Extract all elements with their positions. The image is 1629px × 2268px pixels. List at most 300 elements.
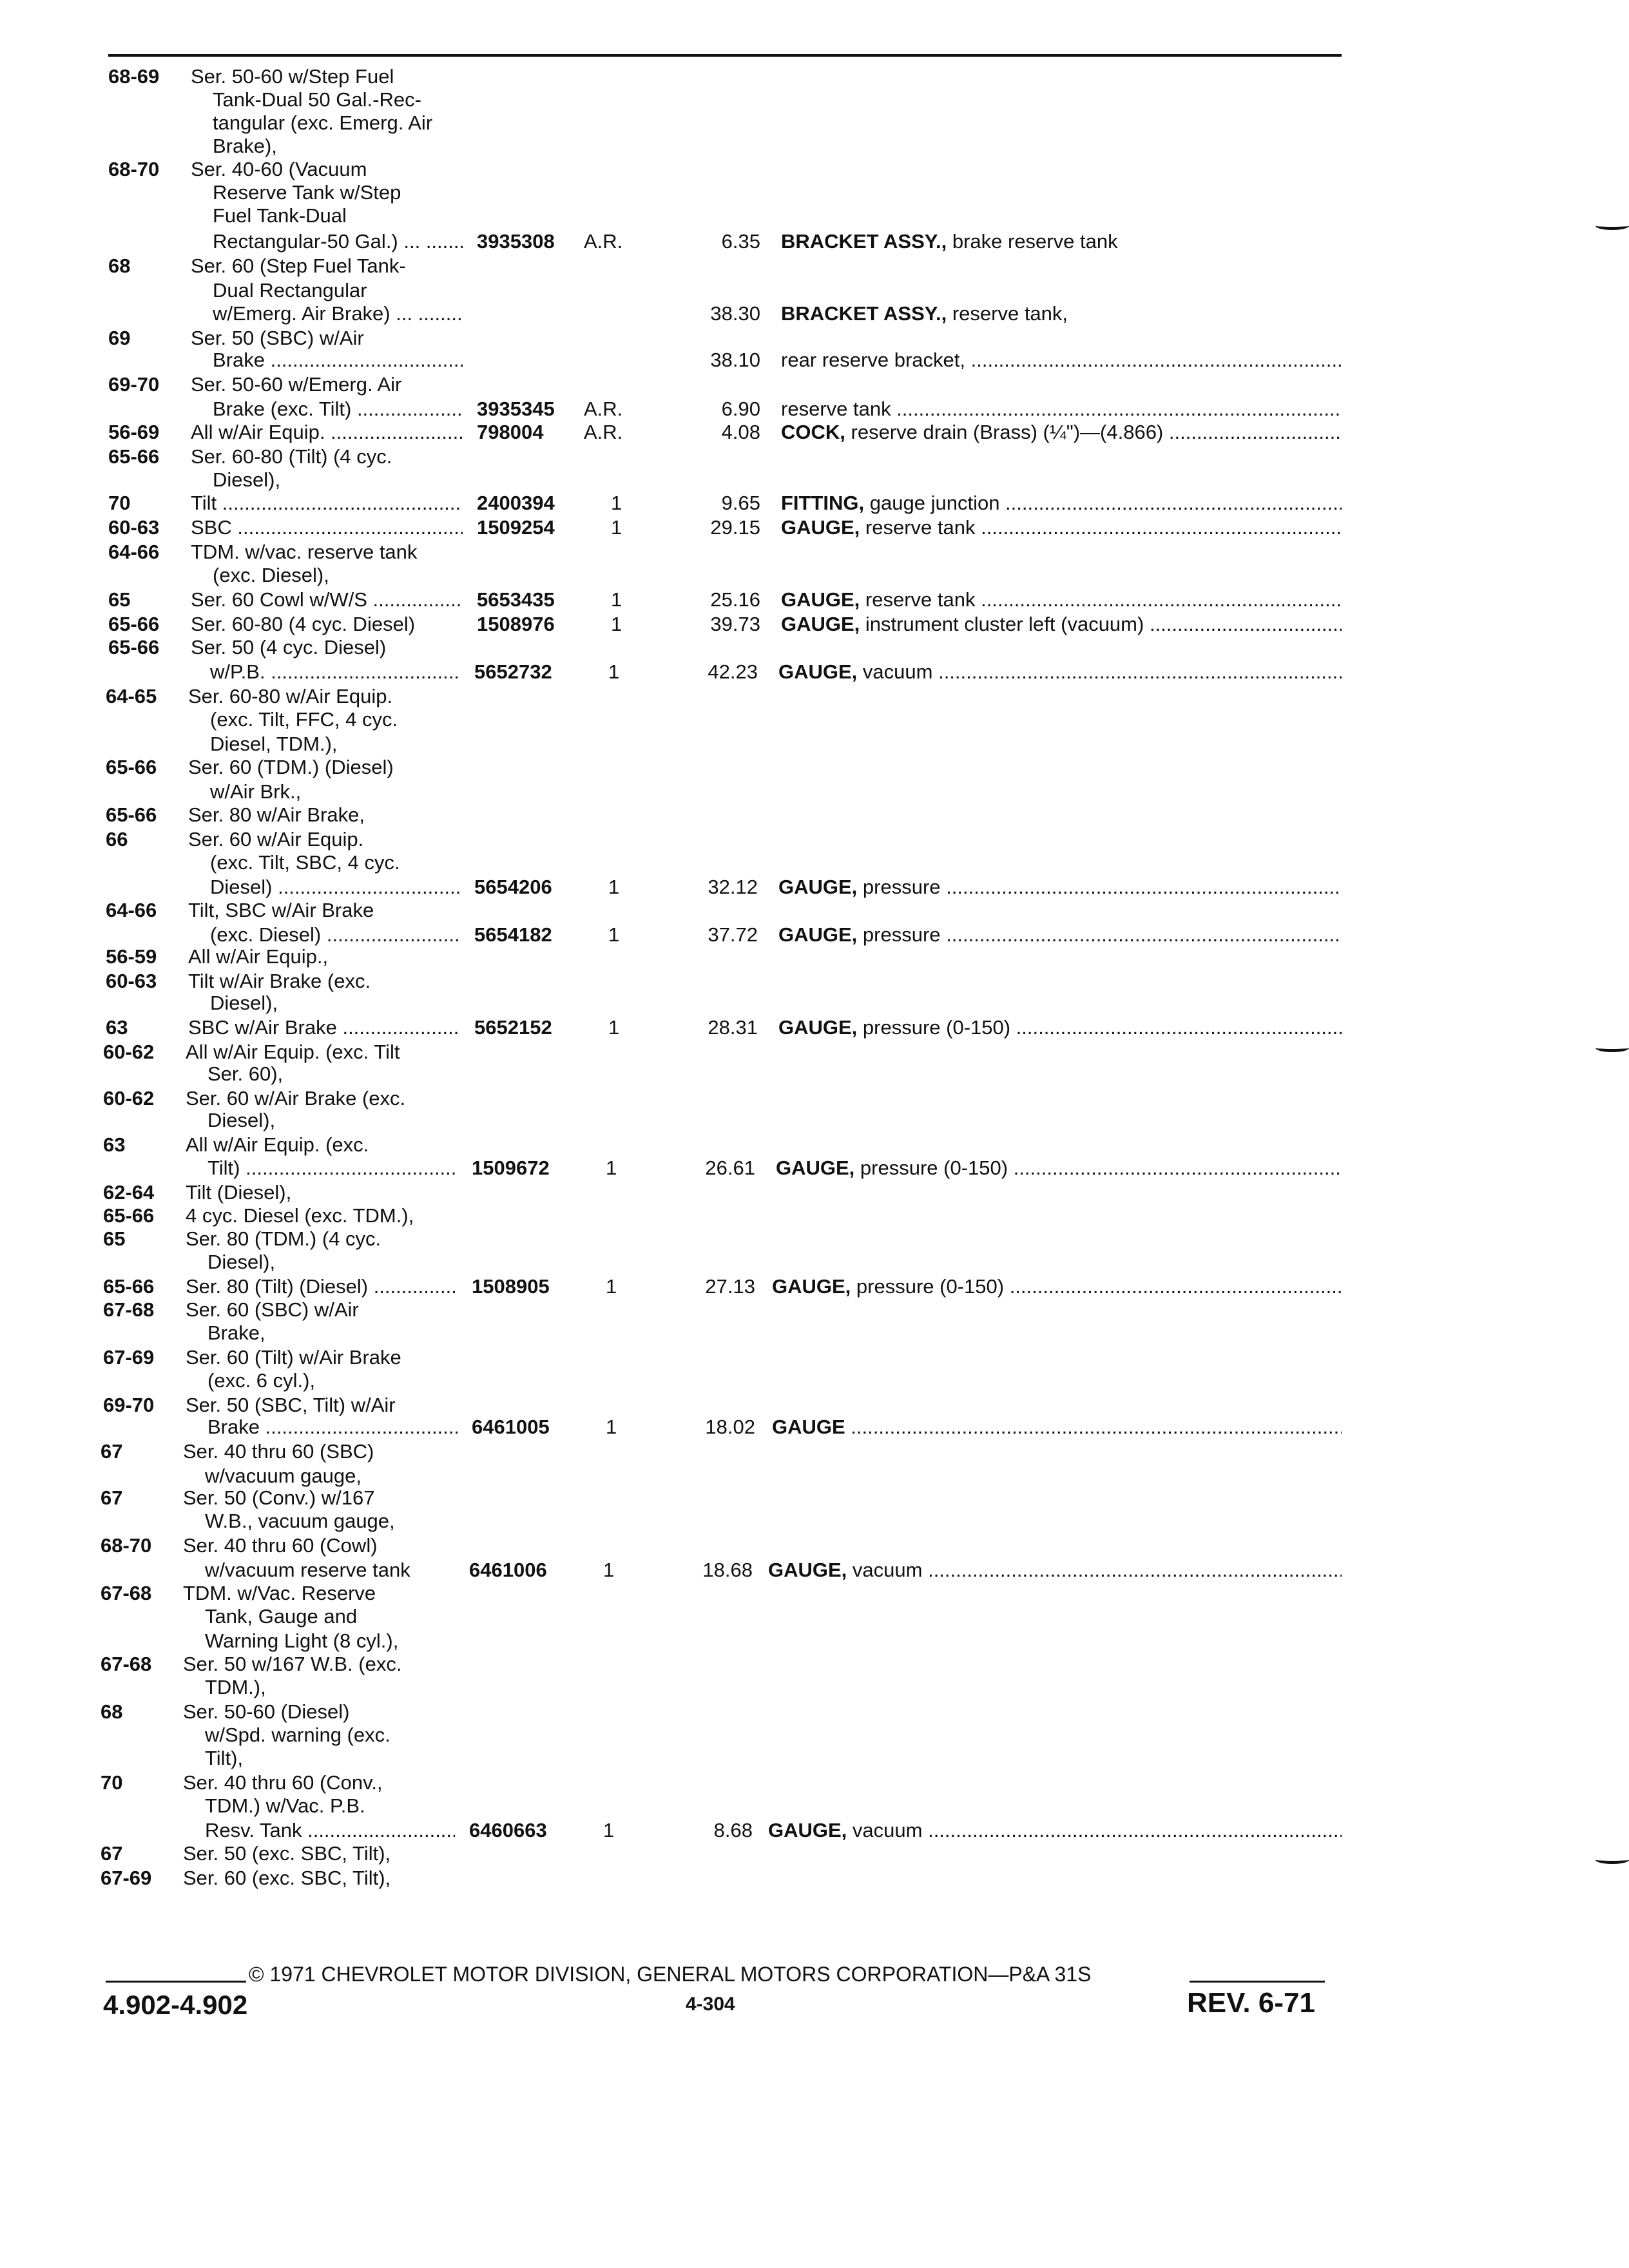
model-years: 66 — [106, 828, 128, 850]
application-text: Brake, — [207, 1321, 265, 1344]
catalog-line — [0, 1866, 1629, 1890]
catalog-line — [0, 707, 1629, 732]
application-text: Tilt), — [205, 1747, 244, 1769]
price: 9.65 — [721, 492, 760, 514]
price: 32.12 — [708, 876, 758, 898]
application-text: Brake ..... — [213, 348, 463, 372]
part-number: 6460663 — [469, 1819, 547, 1841]
part-name-detail: instrument cluster left (vacuum) — [860, 613, 1144, 635]
catalog-line — [0, 1558, 1629, 1582]
part-name-detail: rear reserve bracket, — [781, 349, 965, 371]
catalog-line — [0, 1393, 1629, 1418]
application-text: Ser. 50-60 (Diesel) — [183, 1700, 350, 1723]
application-text: (exc. Tilt, SBC, 4 cyc. — [210, 851, 400, 874]
model-years: 67 — [101, 1842, 123, 1865]
application-text: Ser. 50 (SBC) w/Air — [191, 327, 364, 349]
catalog-line — [0, 445, 1629, 469]
catalog-line — [0, 923, 1629, 947]
part-name-keyword: GAUGE, — [768, 1559, 847, 1581]
application-text: Ser. 50-60 w/Emerg. Air — [191, 373, 402, 396]
quantity: 1 — [606, 1157, 617, 1179]
part-name-keyword: GAUGE, — [772, 1275, 851, 1298]
model-years: 65 — [103, 1227, 126, 1250]
application-text: Reserve Tank w/Step — [213, 181, 401, 204]
catalog-line — [0, 1464, 1629, 1488]
application-text: TDM.), — [205, 1676, 266, 1698]
model-years: 68 — [101, 1700, 123, 1723]
catalog-line — [0, 1486, 1629, 1510]
part-name-detail: pressure — [857, 876, 941, 898]
part-name — [772, 1274, 1342, 1299]
part-name-detail: reserve tank — [781, 398, 891, 420]
application-text: Diesel), — [210, 992, 278, 1014]
catalog-line — [0, 1180, 1629, 1205]
application-text: Ser. 60 w/Air Equip. — [188, 828, 364, 850]
part-name — [781, 348, 1342, 372]
catalog-line — [0, 515, 1629, 540]
part-name-keyword: GAUGE, — [778, 660, 858, 683]
catalog-line — [0, 1415, 1629, 1439]
quantity: A.R. — [584, 421, 623, 443]
catalog-line — [0, 254, 1629, 278]
application-text: Ser. 60 (exc. SBC, Tilt), — [183, 1867, 391, 1889]
part-name — [778, 923, 1342, 947]
footer-rule-right — [1190, 1981, 1325, 1983]
catalog-line — [0, 875, 1629, 899]
catalog-line — [0, 635, 1629, 660]
part-number: 798004 — [477, 421, 544, 443]
part-name — [772, 1415, 1342, 1439]
part-name-keyword: GAUGE — [772, 1416, 845, 1438]
catalog-line — [0, 1629, 1629, 1653]
catalog-line — [0, 1274, 1629, 1299]
model-years: 60-62 — [103, 1041, 155, 1063]
catalog-line — [0, 468, 1629, 492]
application-text: TDM. w/vac. reserve tank — [191, 541, 418, 563]
catalog-line — [0, 1345, 1629, 1370]
quantity: 1 — [606, 1275, 617, 1298]
application-text: SBC w/Air Brake ..... — [188, 1015, 460, 1040]
application-text: Ser. 60-80 w/Air Equip. — [188, 685, 393, 707]
application-text: Ser. 60-80 (4 cyc. Diesel) — [191, 613, 416, 635]
application-text: TDM. w/Vac. Reserve — [183, 1582, 376, 1604]
page-edge-tab — [1595, 222, 1629, 230]
catalog-line — [0, 803, 1629, 827]
application-text: Brake), — [213, 135, 277, 157]
part-name-keyword: BRACKET ASSY., — [781, 302, 947, 325]
model-years: 64-65 — [106, 685, 157, 707]
quantity: A.R. — [584, 398, 623, 420]
part-name-detail: reserve tank — [860, 516, 976, 539]
application-text: Diesel), — [207, 1109, 276, 1131]
part-number: 5654182 — [474, 923, 552, 946]
application-text: All w/Air Equip. (exc. Tilt — [186, 1041, 400, 1063]
quantity: 1 — [611, 516, 622, 539]
footer-rule-left — [106, 1981, 246, 1983]
model-years: 67-68 — [103, 1298, 155, 1321]
catalog-line — [0, 1604, 1629, 1629]
quantity: 1 — [611, 613, 622, 635]
application-text: Ser. 60 Cowl w/W/S ..... — [191, 588, 463, 612]
application-text: w/P.B. ..... — [210, 660, 460, 684]
catalog-line — [0, 1040, 1629, 1064]
application-text: (exc. 6 cyl.), — [207, 1369, 316, 1392]
catalog-line — [0, 1700, 1629, 1724]
part-name-detail: gauge junction — [864, 492, 1000, 514]
application-text: SBC ..... — [191, 515, 463, 540]
price: 37.72 — [708, 923, 758, 946]
part-name-keyword: GAUGE, — [776, 1157, 855, 1179]
application-text: Ser. 60 w/Air Brake (exc. — [186, 1087, 406, 1110]
model-years: 64-66 — [108, 541, 160, 563]
part-number: 3935345 — [477, 398, 555, 420]
part-name — [781, 302, 1342, 326]
model-years: 60-63 — [108, 516, 160, 539]
model-years: 65 — [108, 588, 131, 611]
application-text: Ser. 40 thru 60 (SBC) — [183, 1440, 374, 1463]
part-name-keyword: FITTING, — [781, 492, 865, 514]
catalog-line — [0, 732, 1629, 756]
catalog-line — [0, 898, 1629, 923]
page-edge-tab — [1595, 1856, 1629, 1864]
catalog-line — [0, 540, 1629, 564]
quantity: A.R. — [584, 230, 623, 253]
application-text: Tilt ..... — [191, 491, 463, 515]
catalog-line — [0, 850, 1629, 875]
part-name-keyword: GAUGE, — [781, 613, 860, 635]
application-text: All w/Air Equip. (exc. — [186, 1133, 369, 1156]
application-text: Ser. 50 w/167 W.B. (exc. — [183, 1653, 402, 1675]
application-text: Ser. 60 (Tilt) w/Air Brake — [186, 1346, 401, 1369]
model-years: 60-63 — [106, 970, 157, 992]
catalog-line — [0, 1581, 1629, 1606]
catalog-line — [0, 111, 1629, 135]
catalog-line — [0, 1533, 1629, 1558]
price: 28.31 — [708, 1016, 758, 1039]
price: 27.13 — [705, 1275, 755, 1298]
quantity: 1 — [608, 876, 620, 898]
part-name-detail: brake reserve tank — [947, 230, 1118, 253]
model-years: 60-62 — [103, 1087, 155, 1110]
part-number: 2400394 — [477, 492, 555, 514]
model-years: 65-66 — [106, 803, 157, 826]
catalog-line — [0, 827, 1629, 852]
application-text: (exc. Diesel), — [213, 564, 329, 586]
application-text: Ser. 50 (4 cyc. Diesel) — [191, 636, 387, 658]
part-name-detail: pressure — [857, 923, 941, 946]
part-number: 1508976 — [477, 613, 555, 635]
catalog-line — [0, 660, 1629, 684]
application-text: tangular (exc. Emerg. Air — [213, 111, 433, 134]
model-years: 67 — [101, 1486, 123, 1509]
model-years: 69 — [108, 327, 131, 349]
price: 6.90 — [721, 398, 760, 420]
catalog-line — [0, 780, 1629, 804]
catalog-line — [0, 684, 1629, 709]
model-years: 67 — [101, 1440, 123, 1463]
price: 4.08 — [721, 421, 760, 443]
catalog-line — [0, 1062, 1629, 1086]
model-years: 69-70 — [103, 1394, 155, 1416]
application-text: Tilt w/Air Brake (exc. — [188, 970, 371, 992]
part-name — [781, 612, 1342, 637]
catalog-line — [0, 1746, 1629, 1771]
application-text: w/vacuum reserve tank — [205, 1559, 410, 1581]
catalog-line — [0, 397, 1629, 421]
application-text: Diesel), — [207, 1251, 276, 1273]
application-text: Diesel) ..... — [210, 875, 460, 899]
catalog-line — [0, 563, 1629, 588]
part-name-detail: pressure (0-150) — [854, 1157, 1008, 1179]
application-text: Warning Light (8 cyl.), — [205, 1629, 399, 1652]
catalog-line — [0, 278, 1629, 303]
model-years: 68 — [108, 255, 131, 277]
part-name — [781, 588, 1342, 612]
price: 29.15 — [710, 516, 760, 539]
part-name-detail: reserve tank, — [947, 302, 1068, 325]
application-text: TDM.) w/Vac. P.B. — [205, 1794, 365, 1817]
catalog-line — [0, 1204, 1629, 1228]
price: 42.23 — [708, 660, 758, 683]
catalog-line — [0, 969, 1629, 994]
part-name-keyword: BRACKET ASSY., — [781, 230, 947, 253]
catalog-line — [0, 1250, 1629, 1274]
application-text: Ser. 60-80 (Tilt) (4 cyc. — [191, 445, 392, 468]
part-name — [768, 1558, 1342, 1582]
catalog-line — [0, 1841, 1629, 1866]
catalog-line — [0, 1652, 1629, 1677]
application-text: Brake (exc. Tilt) ..... — [213, 397, 463, 421]
catalog-line — [0, 229, 1629, 254]
part-number: 5654206 — [474, 876, 552, 898]
catalog-line — [0, 1321, 1629, 1345]
application-text: w/Emerg. Air Brake) ... ..... — [213, 302, 463, 326]
part-name-detail: vacuum — [857, 660, 933, 683]
application-text: Ser. 60 (TDM.) (Diesel) — [188, 756, 394, 778]
application-text: Rectangular-50 Gal.) ... ..... — [213, 229, 463, 254]
model-years: 67-69 — [101, 1867, 152, 1889]
top-rule — [108, 54, 1342, 57]
application-text: (exc. Diesel) ..... — [210, 923, 460, 947]
application-text: Resv. Tank ..... — [205, 1818, 455, 1843]
part-number: 3935308 — [477, 230, 555, 253]
application-text: Fuel Tank-Dual — [213, 204, 347, 227]
application-text: All w/Air Equip. ..... — [191, 420, 463, 445]
application-text: Ser. 50 (SBC, Tilt) w/Air — [186, 1394, 396, 1416]
catalog-line — [0, 612, 1629, 637]
price: 18.68 — [702, 1559, 753, 1581]
catalog-line — [0, 134, 1629, 159]
price: 6.35 — [721, 230, 760, 253]
application-text: w/vacuum gauge, — [205, 1465, 361, 1487]
part-name-detail: pressure (0-150) — [857, 1016, 1011, 1039]
model-years: 62-64 — [103, 1181, 155, 1204]
part-name — [778, 660, 1342, 684]
application-text: Ser. 80 w/Air Brake, — [188, 803, 365, 826]
model-years: 56-69 — [108, 421, 160, 443]
page-edge-tab — [1595, 1044, 1629, 1052]
application-text: Ser. 60 (SBC) w/Air — [186, 1298, 359, 1321]
price: 38.10 — [710, 349, 760, 371]
catalog-line — [0, 755, 1629, 780]
model-years: 63 — [106, 1016, 128, 1039]
catalog-line — [0, 1794, 1629, 1818]
application-text: Brake ..... — [207, 1415, 458, 1439]
catalog-line — [0, 88, 1629, 112]
catalog-line — [0, 1015, 1629, 1040]
price: 18.02 — [705, 1416, 755, 1438]
catalog-line — [0, 204, 1629, 228]
model-years: 70 — [101, 1771, 123, 1794]
part-name — [781, 229, 1342, 254]
application-text: Ser. 40-60 (Vacuum — [191, 158, 367, 180]
catalog-line — [0, 348, 1629, 372]
part-name — [778, 875, 1342, 899]
quantity: 1 — [608, 660, 620, 683]
application-text: Diesel, TDM.), — [210, 733, 338, 755]
part-name-detail: vacuum — [847, 1559, 923, 1581]
catalog-line — [0, 326, 1629, 351]
catalog-line — [0, 302, 1629, 326]
model-years: 63 — [103, 1133, 126, 1156]
quantity: 1 — [611, 588, 622, 611]
part-name — [778, 1015, 1342, 1040]
application-text: Tilt, SBC w/Air Brake — [188, 899, 374, 921]
catalog-line — [0, 1108, 1629, 1133]
part-name — [776, 1156, 1342, 1180]
catalog-line — [0, 945, 1629, 969]
application-text: Tilt (Diesel), — [186, 1181, 292, 1204]
catalog-line — [0, 1818, 1629, 1843]
application-text: Ser. 40 thru 60 (Conv., — [183, 1771, 383, 1794]
footer-copyright: © 1971 CHEVROLET MOTOR DIVISION, GENERAL MOTORS CORPORATION—P&A 31S — [249, 1963, 1092, 1986]
model-years: 69-70 — [108, 373, 160, 396]
application-text: 4 cyc. Diesel (exc. TDM.), — [186, 1204, 414, 1227]
part-number: 1508905 — [472, 1275, 550, 1298]
application-text: Ser. 80 (Tilt) (Diesel) ..... — [186, 1274, 458, 1299]
catalog-line — [0, 64, 1629, 89]
application-text: Diesel), — [213, 468, 281, 491]
part-name — [781, 397, 1342, 421]
part-name-detail: vacuum — [847, 1819, 923, 1841]
application-text: Ser. 60 (Step Fuel Tank- — [191, 255, 406, 277]
catalog-line — [0, 1439, 1629, 1464]
catalog-line — [0, 1298, 1629, 1322]
catalog-line — [0, 1156, 1629, 1180]
part-number: 1509254 — [477, 516, 555, 539]
price: 26.61 — [705, 1157, 755, 1179]
catalog-line — [0, 1086, 1629, 1111]
catalog-line — [0, 180, 1629, 205]
catalog-line — [0, 420, 1629, 445]
quantity: 1 — [608, 923, 620, 946]
application-text: Ser. 50 (Conv.) w/167 — [183, 1486, 375, 1509]
quantity: 1 — [606, 1416, 617, 1438]
model-years: 68-69 — [108, 65, 160, 88]
catalog-line — [0, 1227, 1629, 1251]
footer-page-number: 4-304 — [686, 1994, 735, 2015]
catalog-line — [0, 1133, 1629, 1157]
catalog-line — [0, 372, 1629, 397]
application-text: Tilt) ..... — [207, 1156, 458, 1180]
model-years: 65-66 — [106, 756, 157, 778]
model-years: 70 — [108, 492, 131, 514]
part-number: 5652732 — [474, 660, 552, 683]
model-years: 65-66 — [108, 613, 160, 635]
quantity: 1 — [608, 1016, 620, 1039]
catalog-line — [0, 491, 1629, 515]
application-text: All w/Air Equip., — [188, 945, 329, 968]
price: 38.30 — [710, 302, 760, 325]
catalog-line — [0, 1675, 1629, 1700]
part-number: 5653435 — [477, 588, 555, 611]
part-name-keyword: GAUGE, — [778, 876, 858, 898]
price: 25.16 — [710, 588, 760, 611]
part-name — [781, 515, 1342, 540]
application-text: Dual Rectangular — [213, 279, 367, 302]
application-text: Ser. 80 (TDM.) (4 cyc. — [186, 1227, 381, 1250]
catalog-line — [0, 588, 1629, 612]
application-text: w/Spd. warning (exc. — [205, 1724, 390, 1746]
catalog-line — [0, 991, 1629, 1015]
catalog-line — [0, 1771, 1629, 1795]
quantity: 1 — [611, 492, 622, 514]
part-number: 5652152 — [474, 1016, 552, 1039]
part-name — [781, 420, 1342, 445]
price: 8.68 — [713, 1819, 753, 1841]
price: 39.73 — [710, 613, 760, 635]
model-years: 67-68 — [101, 1582, 152, 1604]
model-years: 56-59 — [106, 945, 157, 968]
application-text: Ser. 60), — [207, 1062, 284, 1085]
part-number: 6461006 — [469, 1559, 547, 1581]
application-text: Tank, Gauge and — [205, 1605, 358, 1628]
model-years: 65-66 — [108, 636, 160, 658]
quantity: 1 — [603, 1819, 615, 1841]
part-name-detail: reserve tank — [860, 588, 976, 611]
footer-revision: REV. 6-71 — [1187, 1987, 1315, 2019]
part-number: 6461005 — [472, 1416, 550, 1438]
application-text: Tank-Dual 50 Gal.-Rec- — [213, 88, 421, 111]
model-years: 65-66 — [103, 1204, 155, 1227]
part-name-keyword: GAUGE, — [781, 516, 860, 539]
application-text: W.B., vacuum gauge, — [205, 1510, 395, 1532]
model-years: 67-69 — [103, 1346, 155, 1369]
catalog-line — [0, 1723, 1629, 1747]
part-name-keyword: GAUGE, — [778, 1016, 858, 1039]
catalog-line — [0, 1509, 1629, 1533]
part-name-keyword: GAUGE, — [778, 923, 858, 946]
part-name-detail: pressure (0-150) — [851, 1275, 1005, 1298]
application-text: w/Air Brk., — [210, 780, 302, 803]
model-years: 65-66 — [108, 445, 160, 468]
application-text: (exc. Tilt, FFC, 4 cyc. — [210, 708, 398, 731]
application-text: Ser. 50 (exc. SBC, Tilt), — [183, 1842, 391, 1865]
part-name-detail: reserve drain (Brass) (¼")—(4.866) — [845, 421, 1164, 443]
footer-group-number: 4.902-4.902 — [103, 1990, 248, 2020]
application-text: Ser. 40 thru 60 (Cowl) — [183, 1534, 378, 1557]
application-text: Ser. 50-60 w/Step Fuel — [191, 65, 394, 88]
part-name — [768, 1818, 1342, 1843]
quantity: 1 — [603, 1559, 615, 1581]
model-years: 68-70 — [108, 158, 160, 180]
catalog-line — [0, 157, 1629, 182]
model-years: 64-66 — [106, 899, 157, 921]
model-years: 65-66 — [103, 1275, 155, 1298]
part-name-keyword: COCK, — [781, 421, 845, 443]
part-name-keyword: GAUGE, — [768, 1819, 847, 1841]
model-years: 67-68 — [101, 1653, 152, 1675]
